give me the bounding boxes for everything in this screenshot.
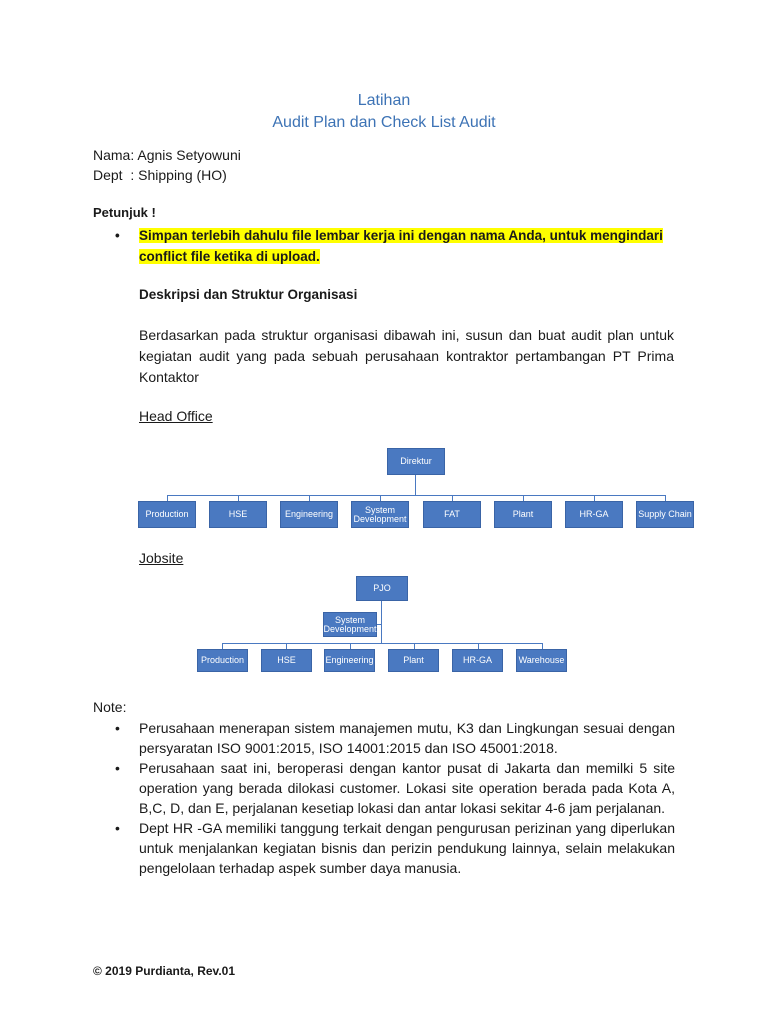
list-item bbox=[115, 718, 675, 758]
instruction-text: Simpan terlebih dahulu file lembar kerja ini dengan nama Anda, untuk mengindari conflict file ketika di upload. bbox=[139, 228, 663, 264]
org-box-system-development: System Development bbox=[351, 501, 409, 528]
org-box-hse: HSE bbox=[209, 501, 267, 528]
bullet: • bbox=[115, 228, 120, 243]
connector bbox=[377, 624, 381, 625]
org-box-warehouse: Warehouse bbox=[516, 649, 567, 672]
org-box-hse: HSE bbox=[261, 649, 312, 672]
footer-copyright: © 2019 Purdianta, Rev.01 bbox=[93, 964, 236, 978]
org-box-pjo: PJO bbox=[356, 576, 408, 601]
participant-name: Nama: Agnis Setyowuni bbox=[93, 147, 241, 163]
bullet: • bbox=[115, 820, 120, 836]
org-box-production: Production bbox=[197, 649, 248, 672]
notes-list bbox=[115, 718, 675, 878]
head-office-label: Head Office bbox=[139, 408, 213, 424]
org-box-engineering: Engineering bbox=[280, 501, 338, 528]
instructions-heading: Petunjuk ! bbox=[93, 205, 156, 220]
connector bbox=[167, 495, 665, 496]
section-description: Berdasarkan pada struktur organisasi dibawah ini, susun dan buat audit plan untuk kegiatan audit yang pada sebuah perusahaan kontraktor pertambangan PT Prima Kontaktor bbox=[139, 327, 674, 385]
org-box-supply-chain: Supply Chain bbox=[636, 501, 694, 528]
org-box-fat: FAT bbox=[423, 501, 481, 528]
note-text: Perusahaan saat ini, beroperasi dengan kantor pusat di Jakarta dan memilki 5 site operation yang berada dilokasi customer. Lokasi site operation berada pada Kota A, B,C, D, dan E, perjalanan kesetiap lokasi dan antar lokasi sekitar 4-6 jam perjalanan. bbox=[139, 760, 675, 816]
org-box-hr-ga: HR-GA bbox=[565, 501, 623, 528]
connector bbox=[381, 601, 382, 643]
org-box-direktur: Direktur bbox=[387, 448, 445, 475]
list-item bbox=[115, 758, 675, 818]
section-heading: Deskripsi dan Struktur Organisasi bbox=[139, 287, 358, 302]
title-audit-plan: Audit Plan dan Check List Audit bbox=[272, 114, 496, 131]
participant-info bbox=[93, 145, 241, 185]
org-box-hr-ga: HR-GA bbox=[452, 649, 503, 672]
org-box-system-development-staff: System Development bbox=[323, 612, 377, 637]
list-item bbox=[115, 818, 675, 878]
org-box-plant: Plant bbox=[494, 501, 552, 528]
org-box-engineering: Engineering bbox=[324, 649, 375, 672]
connector bbox=[415, 475, 416, 495]
note-text: Perusahaan menerapan sistem manajemen mutu, K3 dan Lingkungan sesuai dengan persyaratan ISO 9001:2015, ISO 14001:2015 dan ISO 45001:2018. bbox=[139, 720, 675, 756]
bullet: • bbox=[115, 760, 120, 776]
notes-heading: Note: bbox=[93, 699, 127, 715]
document-title bbox=[0, 90, 768, 134]
participant-dept: Dept : Shipping (HO) bbox=[93, 167, 227, 183]
connector bbox=[222, 643, 542, 644]
note-text: Dept HR -GA memiliki tanggung terkait dengan pengurusan perizinan yang diperlukan untuk menjalankan kegiatan bisnis dan perizin pendukung lainnya, selain melakukan pengelolaan terhadap aspek sumber daya manusia. bbox=[139, 820, 675, 876]
org-box-plant: Plant bbox=[388, 649, 439, 672]
bullet: • bbox=[115, 720, 120, 736]
jobsite-label: Jobsite bbox=[139, 550, 184, 566]
title-latihan: Latihan bbox=[357, 92, 411, 109]
org-box-production: Production bbox=[138, 501, 196, 528]
